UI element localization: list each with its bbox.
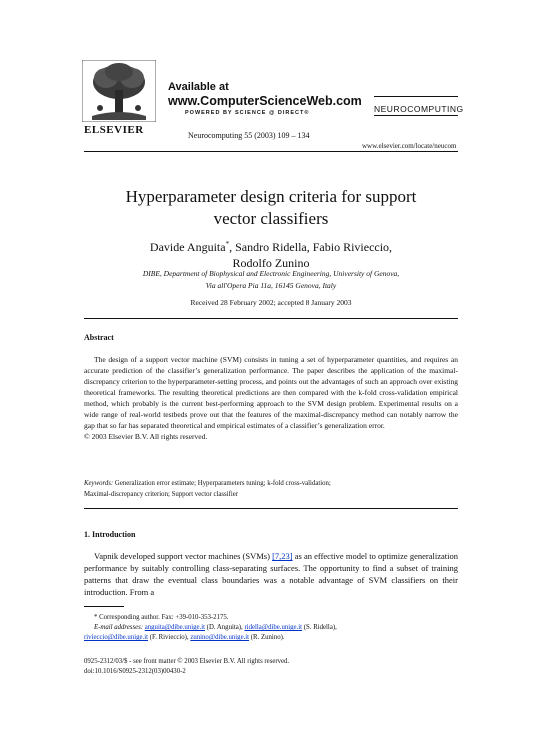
journal-logo-top-rule [374,96,458,97]
footnote-rule [84,606,124,607]
abstract-heading: Abstract [84,333,114,342]
powered-by-label: POWERED BY SCIENCE @ DIRECT® [185,110,310,116]
email-name-ridella: (S. Ridella), [302,624,337,631]
footnotes [84,613,458,643]
tree-icon [82,60,156,122]
front-matter-footer [84,657,458,677]
intro-text-b: as an effective model to optimize generalization performance by suitably controlling class-separating surfaces. The opportunity to find a subset of training patterns that draw the eventual class boundaries was a notable advantage of SVM classifiers on their introduction. From a [84,551,458,597]
publisher-name: ELSEVIER [84,124,144,136]
journal-url[interactable]: www.elsevier.com/locate/neucom [362,142,457,150]
keywords-line-1: Generalization error estimate; Hyperparameters tuning; k-fold cross-validation; [114,480,331,487]
journal-logo: NEUROCOMPUTING [374,104,464,114]
corresponding-footnote: * Corresponding author. Fax: +39-010-353-2175. [94,614,229,621]
email-label: E-mail addresses: [94,624,144,631]
abstract-top-divider [84,318,458,319]
email-link-anguita[interactable]: anguita@dibe.unige.it [144,624,205,631]
authors [84,236,458,271]
intro-text-a: Vapnik developed support vector machines (SVMs) [94,551,273,561]
available-at-label: Available at [168,81,229,93]
received-dates: Received 28 February 2002; accepted 8 January 2003 [190,298,352,307]
introduction-heading: 1. Introduction [84,530,136,539]
keywords [84,478,458,500]
abstract-bottom-divider [84,508,458,509]
email-footnote [84,623,458,633]
journal-citation: Neurocomputing 55 (2003) 109 – 134 [188,131,310,140]
header-divider [84,151,458,152]
computer-science-web-link[interactable]: www.ComputerScienceWeb.com [168,94,362,108]
email-name-zunino: (R. Zunino). [249,634,285,641]
email-name-rivieccio: (F. Rivieccio), [148,634,191,641]
email-link-zunino[interactable]: zunino@dibe.unige.it [190,634,250,641]
affiliation [84,268,458,292]
corresponding-mark[interactable]: * [225,240,230,248]
keywords-label: Keywords: [84,480,114,487]
article-title [84,186,458,230]
copyright-notice: © 2003 Elsevier B.V. All rights reserved. [84,432,208,441]
issn-line: 0925-2312/03/$ - see front matter © 2003 Elsevier B.V. All rights reserved. [84,658,290,665]
abstract-body [84,354,458,442]
authors-rest: , Sandro Ridella, Fabio Rivieccio, [229,240,393,254]
email-name-anguita: (D. Anguita), [204,624,245,631]
author-anguita: Davide Anguita [149,240,226,254]
email-link-rivieccio[interactable]: rivieccio@dibe.unige.it [84,634,149,641]
email-link-ridella[interactable]: ridella@dibe.unige.it [244,624,303,631]
citation-link[interactable]: [7,23] [272,551,293,561]
abstract-text: The design of a support vector machine (SVM) consists in tuning a set of hyperparameter quantities, and requires an accurate prediction of the classifier’s generalization performance. The paper describes the application of the maximal-discrepancy criterion to the hyperparameter-setting process, and points out the advantages of such an approach over existing theoretical frameworks. The resulting theoretical predictions are then compared with the k-fold cross-validation empirical method, which probably is the current best-performing approach to the SVM design problem. Experimental results on a wide range of real-world testbeds prove out that the features of the maximal-discrepancy method can notably narrow the gap that so far has separated theoretical and empirical estimates of a classifier’s generalization error. [84,355,458,430]
title-line-1: Hyperparameter design criteria for support [125,187,417,206]
affiliation-line-2: Via all'Opera Pia 11a, 16145 Genova, Italy [205,281,337,290]
email-footnote-cont [84,633,458,643]
introduction-body [84,550,458,598]
doi-line[interactable]: doi:10.1016/S0925-2312(03)00430-2 [84,668,186,675]
journal-logo-bottom-rule [374,115,458,116]
authors-line-1 [84,236,458,255]
affiliation-line-1: DIBE, Department of Biophysical and Electronic Engineering, University of Genova, [142,269,400,278]
title-line-2: vector classifiers [213,209,329,228]
authors-line-2: Rodolfo Zunino [232,256,310,270]
keywords-line-2: Maximal-discrepancy criterion; Support vector classifier [84,491,239,498]
